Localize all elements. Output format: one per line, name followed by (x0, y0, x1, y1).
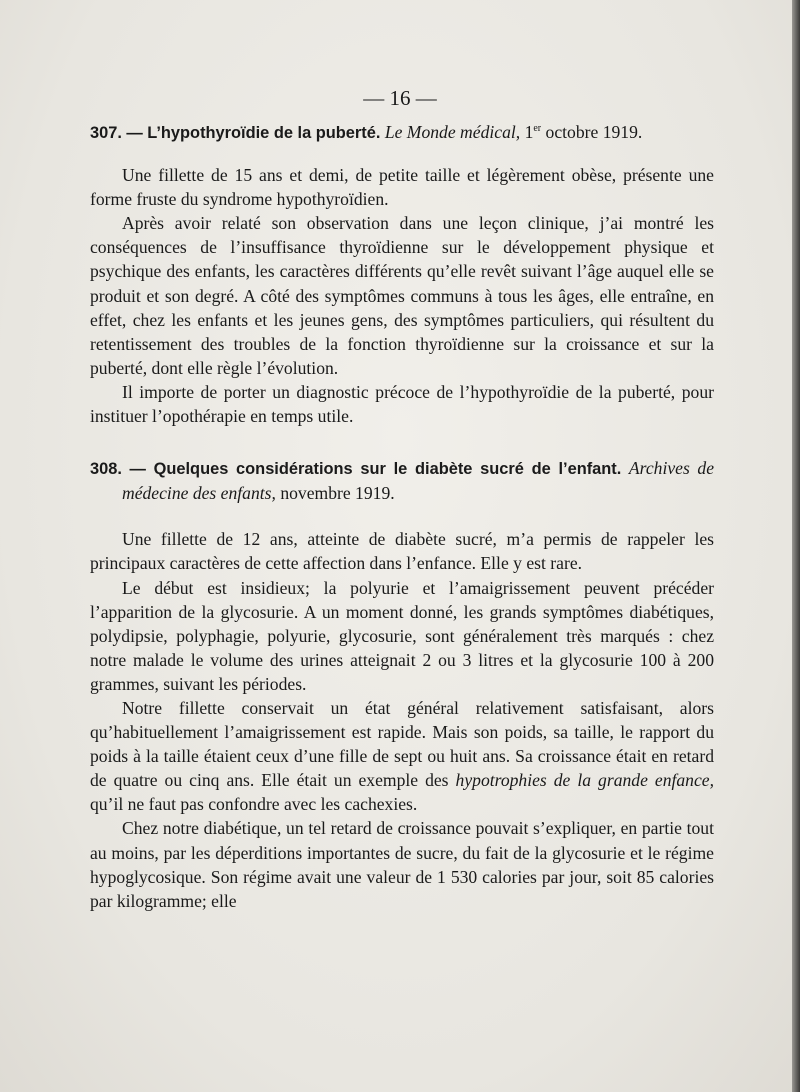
entry-308-paragraph-3-text-a: Notre fillette conservait un état général relativement satisfaisant, alors qu’habituellement l’amaigrissement est rapide. Mais son poids, sa taille, le rapport du poids à la taille étaient ceux d’une fille de sept ou huit ans. Sa croissance était en retard de quatre ou cinq ans. Elle était un exemple des (90, 697, 714, 791)
entry-308-paragraph-3 (90, 696, 714, 816)
entry-308-paragraph-3-text-b: qu’il ne faut pas confondre avec les cachexies. (90, 794, 418, 815)
entry-308-number: 308. (90, 460, 122, 479)
entry-308-source: Archives de médecine des enfants, (122, 458, 715, 504)
entry-308-paragraph-3-italic: hypotrophies de la grande enfance, (455, 770, 714, 791)
page-body (90, 120, 714, 913)
entry-307-title: — L’hypothyroïdie de la puberté. (126, 124, 381, 142)
entry-307-source: Le Monde médical, (384, 122, 521, 142)
scan-edge-shadow (792, 0, 800, 1092)
entry-307-paragraph-2: Après avoir relaté son observation dans une leçon clinique, j’ai montré les conséquences de l’insuffisance thyroïdienne sur le développement physique et psychique des enfants, les caractères différents qu’elle revêt suivant l’âge auquel elle se produit et son degré. A côté des symptômes communs à tous les âges, elle entraîne, en effet, chez les enfants et les jeunes gens, des symptômes particuliers, qui résultent du retentissement des troubles de la fonction thyroïdienne sur la croissance et sur la puberté, dont elle règle l’évolution. (90, 213, 714, 378)
entry-308-date: novembre 1919. (280, 483, 395, 504)
entry-307-paragraph-3: Il importe de porter un diagnostic précoce de l’hypothyroïdie de la puberté, pour instituer l’opothérapie en temps utile. (90, 381, 714, 427)
entry-308-heading (90, 456, 714, 505)
entry-308-title: — Quelques considérations sur le diabète sucré de l’enfant. (129, 460, 622, 479)
entry-308-paragraph-1: Une fillette de 12 ans, atteinte de diabète sucré, m’a permis de rappeler les principaux caractères de cette affection dans l’enfance. Elle y est rare. (90, 529, 714, 574)
entry-307-number: 307. (90, 124, 122, 142)
entry-308-paragraph-4: Chez notre diabétique, un tel retard de croissance pouvait s’expliquer, en partie tout au moins, par les déperditions importantes de sucre, du fait de la glycosurie et le régime hypoglycosique. Son régime avait une valeur de 1 530 calories par jour, soit 85 calories par kilogramme; elle (90, 818, 714, 911)
entry-307-heading (90, 120, 714, 145)
entry-308-paragraph-2: Le début est insidieux; la polyurie et l’amaigrissement peuvent précéder l’apparition de la glycosurie. A un moment donné, les grands symptômes diabétiques, polydipsie, polyphagie, polyurie, glycosurie, sont généralement très marqués : chez notre malade le volume des urines atteignait 2 ou 3 litres et la glycosurie 100 à 200 grammes, suivant les périodes. (90, 577, 714, 694)
page-number: — 16 — (363, 86, 437, 110)
entry-307-date-sup: er (533, 123, 542, 134)
entry-307-date: octobre 1919. (545, 122, 643, 142)
entry-307-date-day: 1 (524, 122, 534, 142)
entry-307-paragraph-1: Une fillette de 15 ans et demi, de petite taille et légèrement obèse, présente une forme fruste du syndrome hypothyroïdien. (90, 165, 714, 210)
